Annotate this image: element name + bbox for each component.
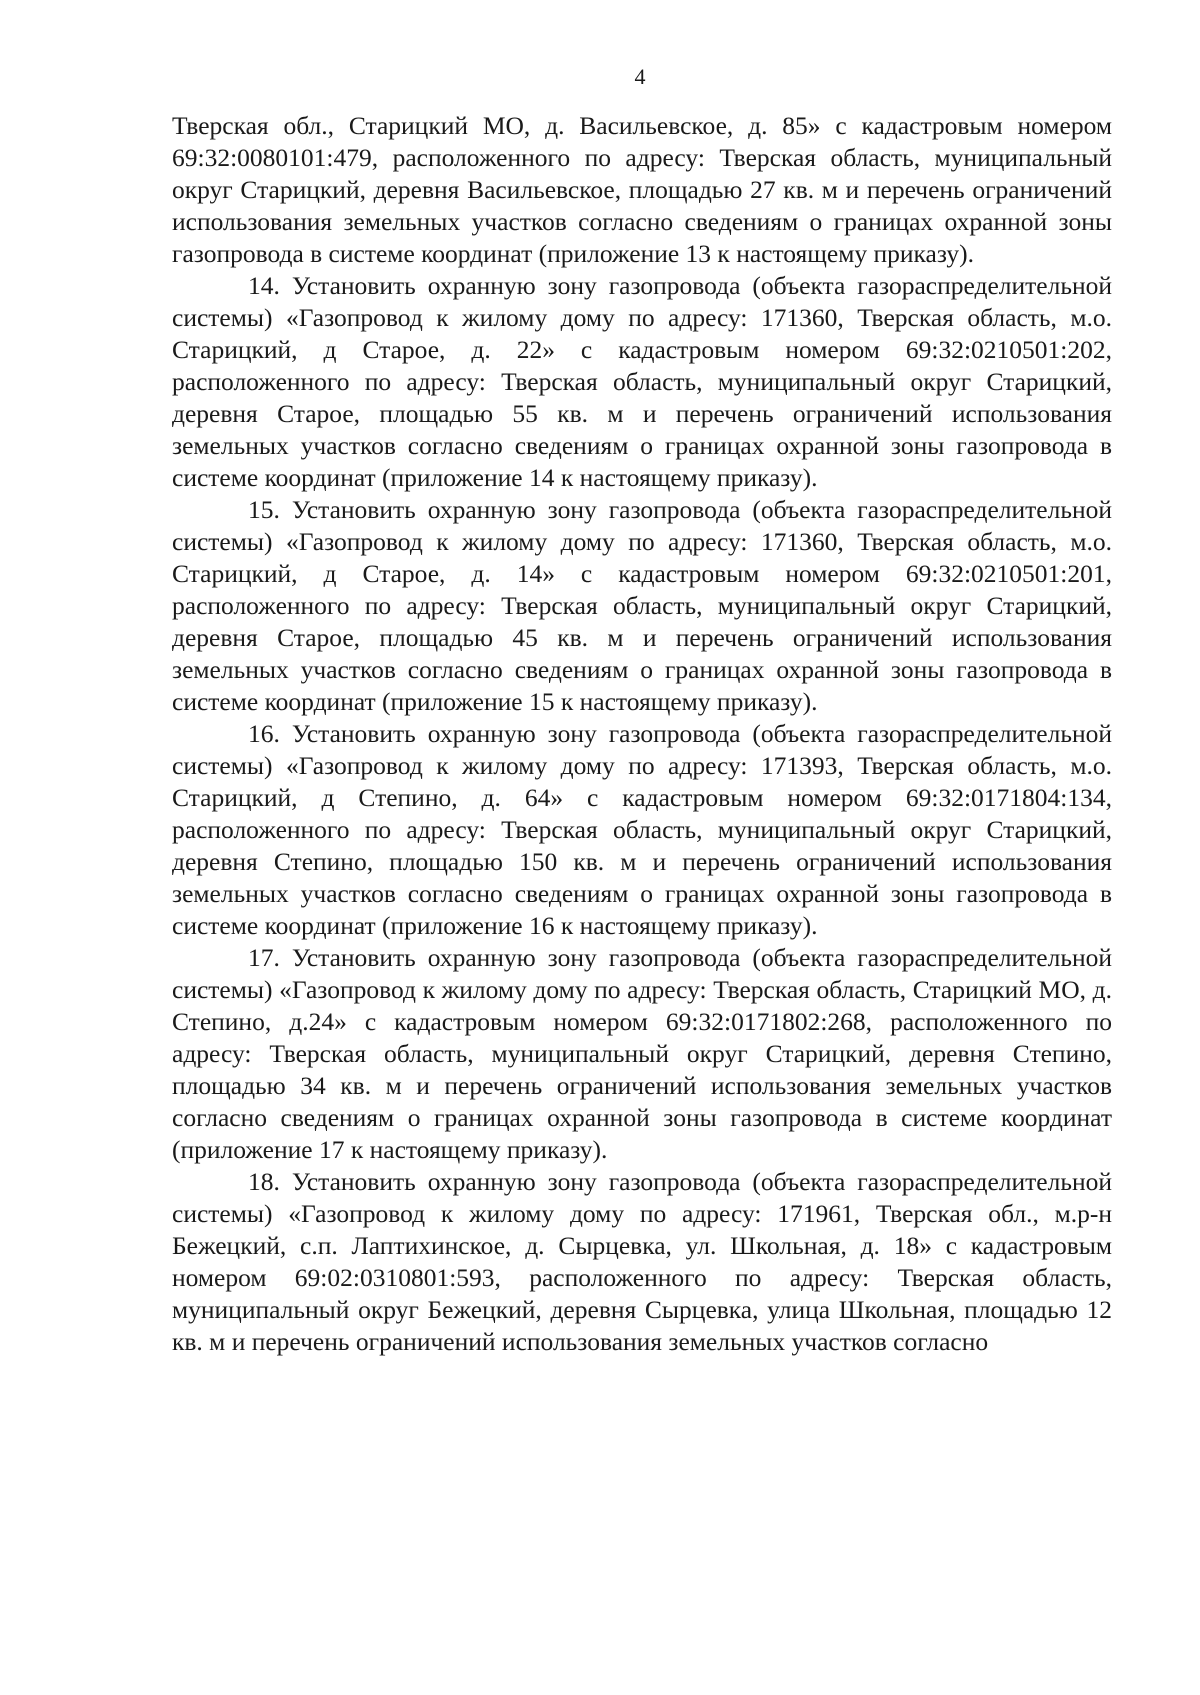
paragraph-text: Установить охранную зону газопровода (объекта газораспределительной системы) «Газопровод к жилому дому по адресу: Тверская область, Старицкий МО, д. Степино, д.24» с кадастровым номером 69:32:0171802:268, расположенного по адресу: Тверская область, муниципальный округ Старицкий, деревня Степино, площадью 34 кв. м и перечень ограничений использования земельных участков согласно сведениям о границах охранной зоны газопровода в системе координат (приложение 17 к настоящему приказу). — [172, 943, 1112, 1164]
paragraph-text: Установить охранную зону газопровода (объекта газораспределительной системы) «Газопровод к жилому дому по адресу: 171961, Тверская обл., м.р-н Бежецкий, с.п. Лаптихинское, д. Сырцевка, ул. Школьная, д. 18» с кадастровым номером 69:02:0310801:593, расположенного по адресу: Тверская область, муниципальный округ Бежецкий, деревня Сырцевка, улица Школьная, площадью 12 кв. м и перечень ограничений использования земельных участков согласно — [172, 1167, 1112, 1356]
paragraph-18 — [172, 1166, 1112, 1358]
paragraph-number: 17. — [248, 943, 280, 972]
document-body — [172, 110, 1112, 1358]
paragraph-17 — [172, 942, 1112, 1166]
paragraph-number: 15. — [248, 495, 280, 524]
paragraph-14 — [172, 270, 1112, 494]
paragraph-text: Установить охранную зону газопровода (объекта газораспределительной системы) «Газопровод к жилому дому по адресу: 171393, Тверская область, м.о. Старицкий, д Степино, д. 64» с кадастровым номером 69:32:0171804:134, расположенного по адресу: Тверская область, муниципальный округ Старицкий, деревня Степино, площадью 150 кв. м и перечень ограничений использования земельных участков согласно сведениям о границах охранной зоны газопровода в системе координат (приложение 16 к настоящему приказу). — [172, 719, 1112, 940]
paragraph-13-continuation — [172, 110, 1112, 270]
paragraph-text: Установить охранную зону газопровода (объекта газораспределительной системы) «Газопровод к жилому дому по адресу: 171360, Тверская область, м.о. Старицкий, д Старое, д. 14» с кадастровым номером 69:32:0210501:201, расположенного по адресу: Тверская область, муниципальный округ Старицкий, деревня Старое, площадью 45 кв. м и перечень ограничений использования земельных участков согласно сведениям о границах охранной зоны газопровода в системе координат (приложение 15 к настоящему приказу). — [172, 495, 1112, 716]
paragraph-text: Тверская обл., Старицкий МО, д. Васильевское, д. 85» с кадастровым номером 69:32:0080101:479, расположенного по адресу: Тверская область, муниципальный округ Старицкий, деревня Васильевское, площадью 27 кв. м и перечень ограничений использования земельных участков согласно сведениям о границах охранной зоны газопровода в системе координат (приложение 13 к настоящему приказу). — [172, 111, 1112, 268]
paragraph-16 — [172, 718, 1112, 942]
paragraph-text: Установить охранную зону газопровода (объекта газораспределительной системы) «Газопровод к жилому дому по адресу: 171360, Тверская область, м.о. Старицкий, д Старое, д. 22» с кадастровым номером 69:32:0210501:202, расположенного по адресу: Тверская область, муниципальный округ Старицкий, деревня Старое, площадью 55 кв. м и перечень ограничений использования земельных участков согласно сведениям о границах охранной зоны газопровода в системе координат (приложение 14 к настоящему приказу). — [172, 271, 1112, 492]
paragraph-15 — [172, 494, 1112, 718]
paragraph-number: 14. — [248, 271, 280, 300]
paragraph-number: 16. — [248, 719, 280, 748]
paragraph-number: 18. — [248, 1167, 280, 1196]
page-number: 4 — [634, 64, 646, 89]
